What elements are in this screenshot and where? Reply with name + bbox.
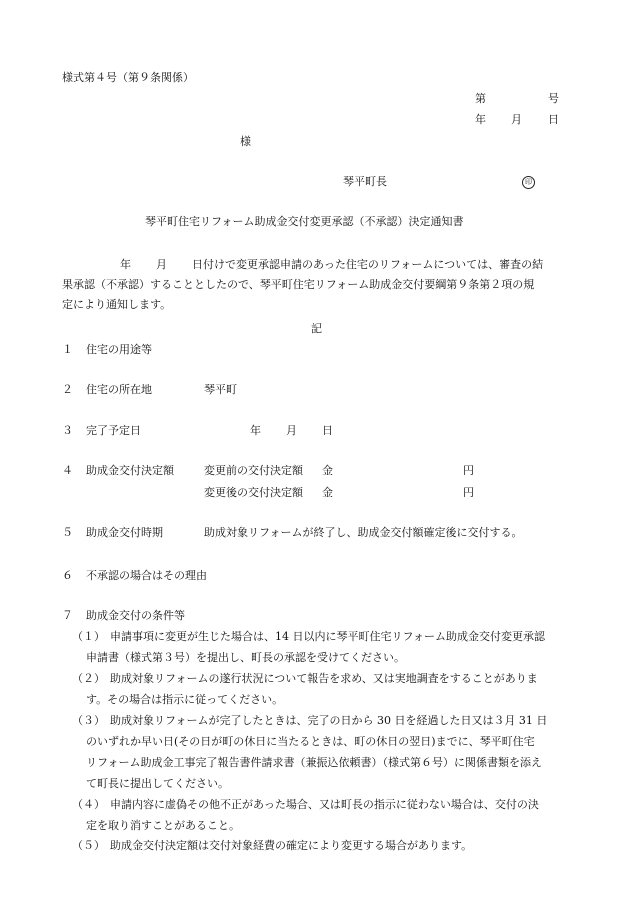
amount-before-kin: 金 <box>322 464 333 477</box>
amount-before-label: 変更前の交付決定額 <box>204 464 303 477</box>
condition-3-line: 助成対象リフォームが完了したときは、完了の日から 30 日を経過した日又は３月 31 日 <box>110 714 548 727</box>
item-1-label: 住宅の用途等 <box>86 343 152 356</box>
amount-after-kin: 金 <box>322 486 333 499</box>
item-2-label: 住宅の所在地 <box>86 383 152 396</box>
item-2-value: 琴平町 <box>204 383 237 396</box>
condition-1-line: 申請事項に変更が生じた場合は、14 日以内に琴平町住宅リフォーム助成金交付変更承認 <box>110 630 545 643</box>
condition-2-line: す。その場合は指示に従ってください。 <box>86 693 284 706</box>
condition-3-line: リフォーム助成金工事完了報告書件請求書（兼振込依頼書）（様式第６号）に関係書類を添え <box>86 756 542 769</box>
condition-2-line: 助成対象リフォームの遂行状況について報告を求め、又は実地調査をすることがありま <box>110 672 538 685</box>
item-4-number: ４ <box>62 464 73 477</box>
intro-line-1: 日付けで変更承認申請のあった住宅のリフォームについては、審査の結 <box>192 258 544 271</box>
amount-after-label: 変更後の交付決定額 <box>204 486 303 499</box>
item-6-label: 不承認の場合はその理由 <box>86 569 207 582</box>
date-day: 日 <box>548 113 559 126</box>
intro-month: 月 <box>156 258 167 271</box>
item-3-day: 日 <box>322 424 333 437</box>
condition-1-line: 申請書（様式第３号）を提出し、町長の承認を受けてください。 <box>86 651 405 664</box>
condition-1-number: （１） <box>72 630 105 643</box>
intro-line-3: 定により通知します。 <box>62 298 172 311</box>
condition-4-line: 申請内容に虚偽その他不正があった場合、又は町長の指示に従わない場合は、交付の決 <box>110 798 539 811</box>
condition-4-line: 定を取り消すことがあること。 <box>86 819 240 832</box>
item-2-number: ２ <box>62 383 73 396</box>
form-number: 様式第４号（第９条関係） <box>62 71 194 84</box>
document-number-prefix: 第 <box>475 92 486 105</box>
item-1-number: １ <box>62 343 73 356</box>
issuer-name: 琴平町長 <box>343 175 387 188</box>
item-5-label: 助成金交付時期 <box>86 526 163 539</box>
seal-mark: 印 <box>522 176 535 189</box>
condition-3-line: て町長に提出してください。 <box>86 777 229 790</box>
condition-4-number: （４） <box>72 798 105 811</box>
addressee-suffix: 様 <box>240 135 251 148</box>
amount-before-yen: 円 <box>463 464 474 477</box>
ki-heading: 記 <box>311 322 322 335</box>
condition-3-line: のいずれか早い日(その日が町の休日に当たるときは、町の休日の翌日)までに、琴平町住宅 <box>86 735 535 748</box>
document-title: 琴平町住宅リフォーム助成金交付変更承認（不承認）決定通知書 <box>145 215 464 228</box>
item-3-year: 年 <box>250 424 261 437</box>
condition-2-number: （２） <box>72 672 105 685</box>
item-7-label: 助成金交付の条件等 <box>86 609 185 622</box>
item-4-label: 助成金交付決定額 <box>86 464 174 477</box>
item-7-number: ７ <box>62 609 73 622</box>
date-year: 年 <box>475 113 486 126</box>
item-3-label: 完了予定日 <box>86 424 141 437</box>
item-5-number: ５ <box>62 526 73 539</box>
document-number-suffix: 号 <box>548 92 559 105</box>
date-month: 月 <box>511 113 522 126</box>
item-5-value: 助成対象リフォームが終了し、助成金交付額確定後に交付する。 <box>204 526 523 539</box>
intro-year: 年 <box>120 258 131 271</box>
amount-after-yen: 円 <box>463 486 474 499</box>
item-6-number: ６ <box>62 569 73 582</box>
item-3-number: ３ <box>62 424 73 437</box>
intro-line-2: 果承認（不承認）することとしたので、琴平町住宅リフォーム助成金交付要綱第９条第２項の規 <box>62 278 535 291</box>
condition-5-line: 助成金交付決定額は交付対象経費の確定により変更する場合があります。 <box>110 839 473 852</box>
item-3-month: 月 <box>286 424 297 437</box>
condition-3-number: （３） <box>72 714 105 727</box>
condition-5-number: （５） <box>72 839 105 852</box>
